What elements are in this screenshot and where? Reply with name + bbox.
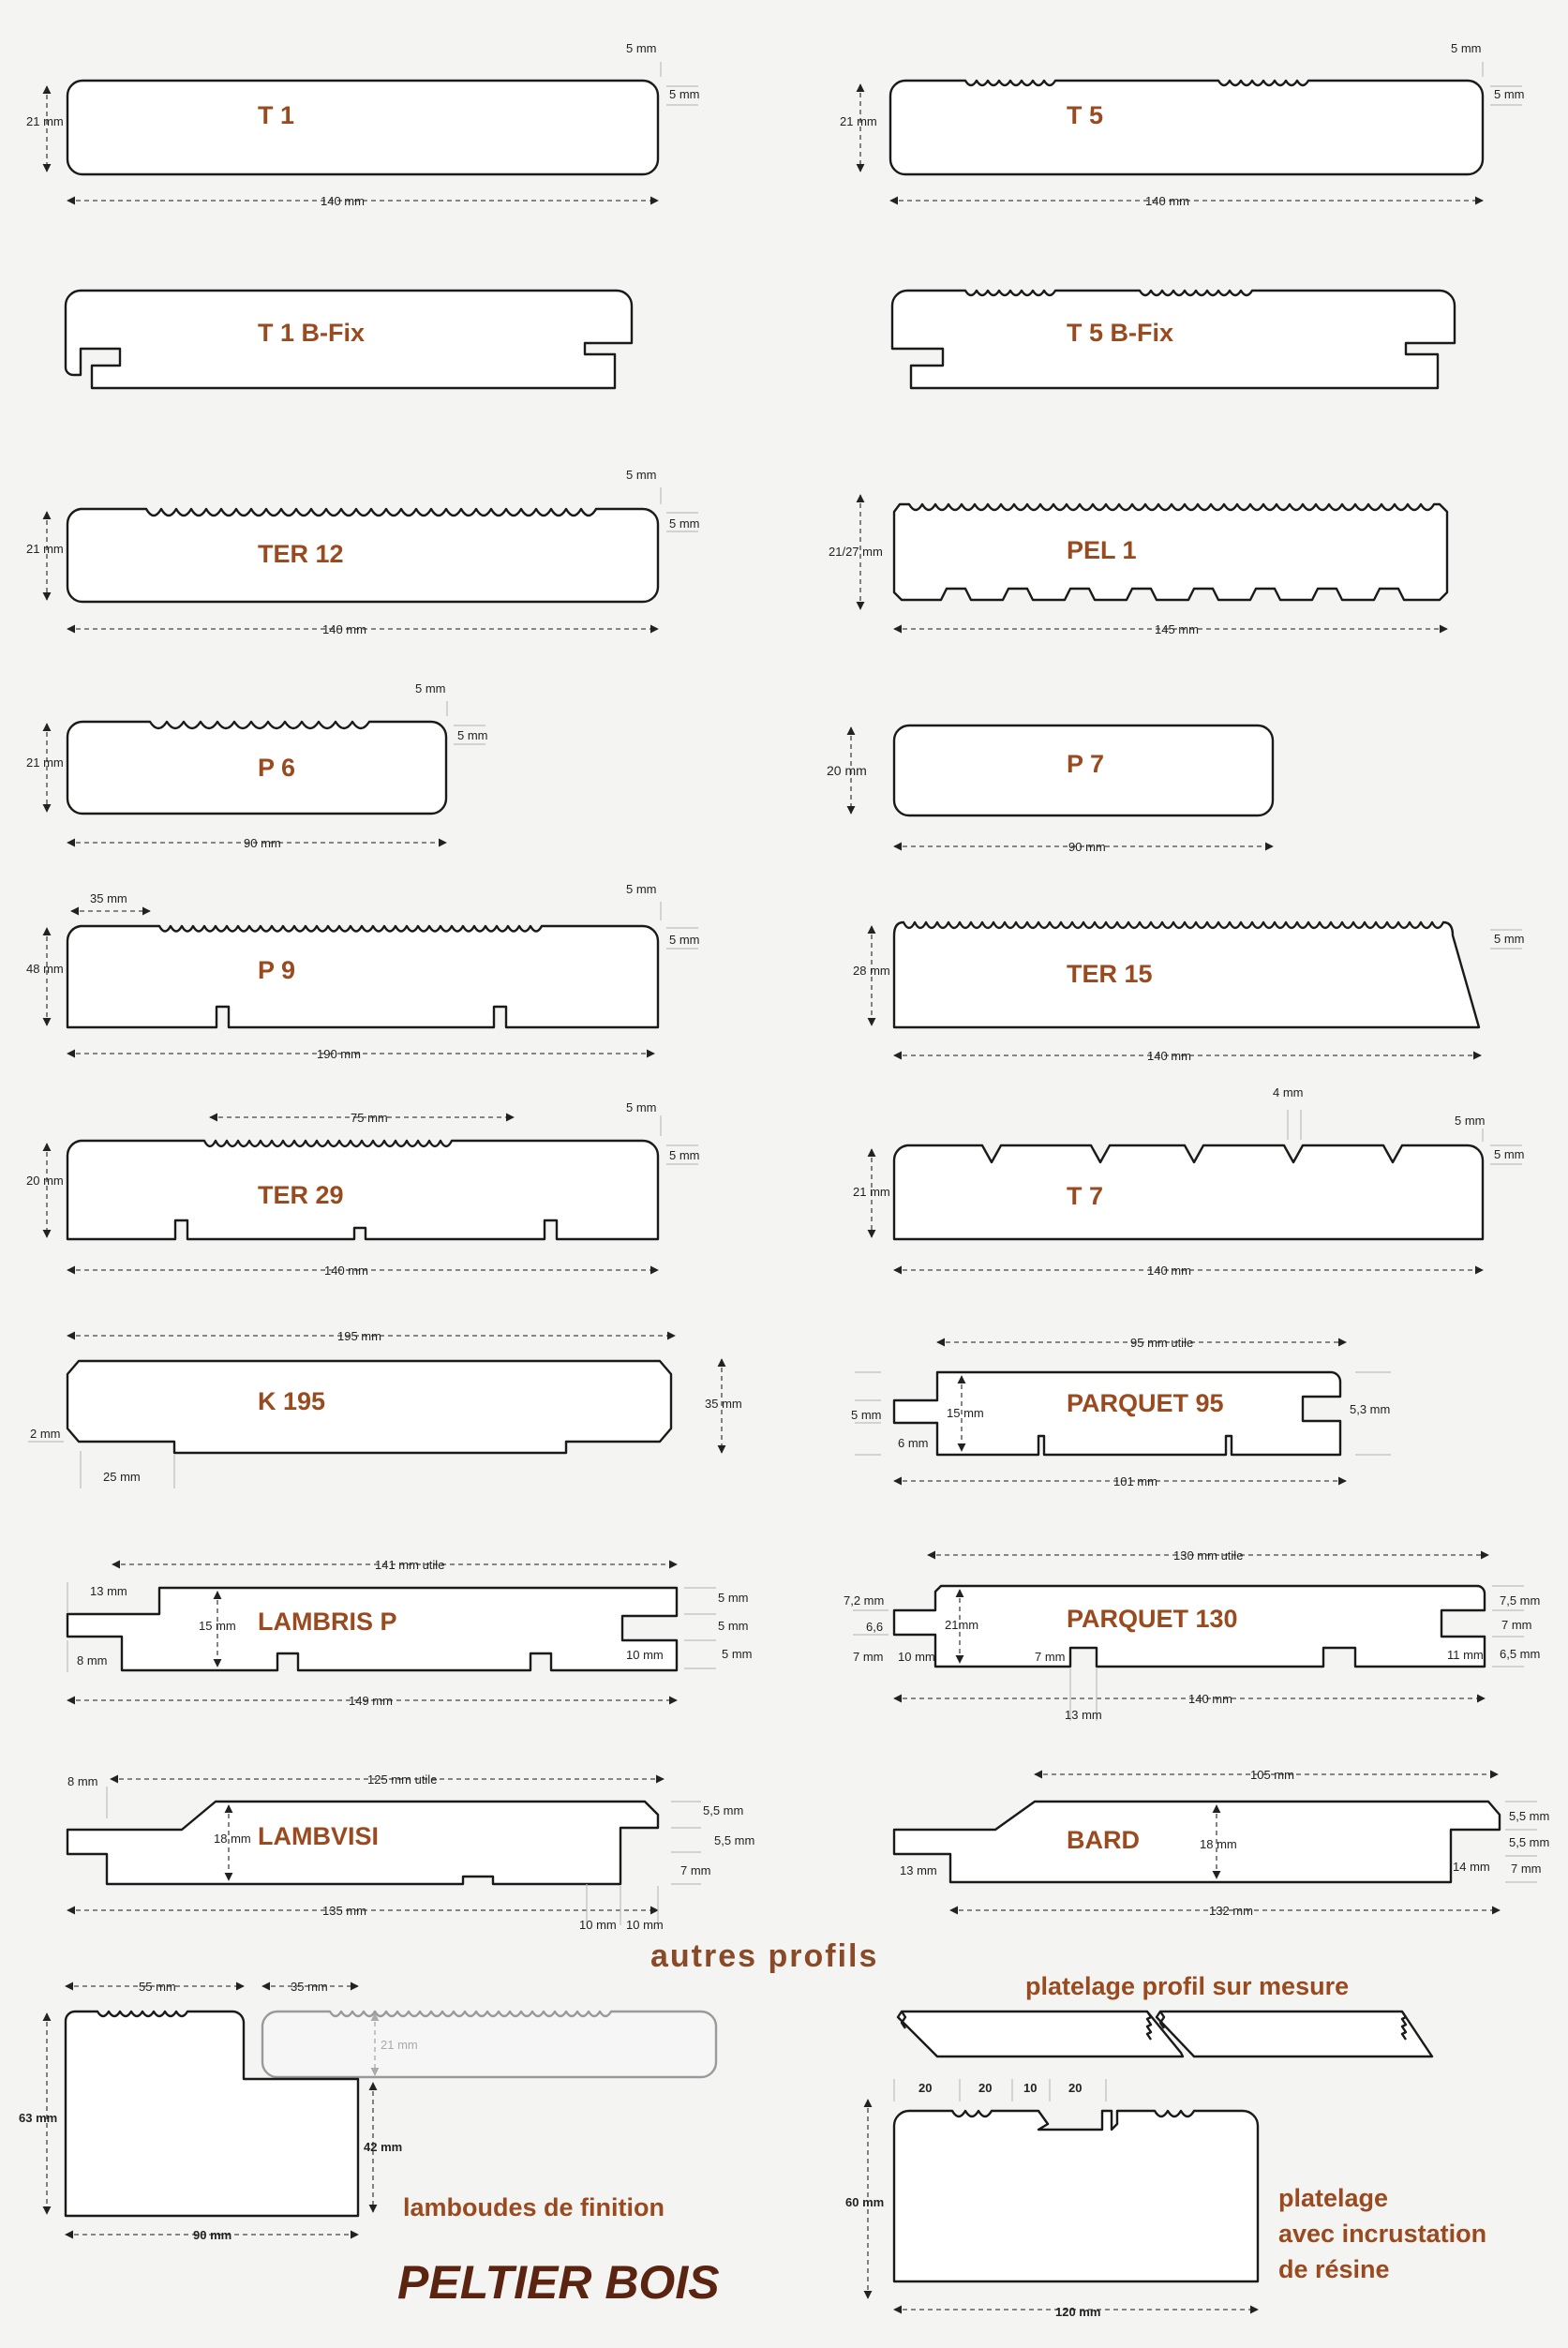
bard-r3: 7 mm [1511, 1862, 1542, 1876]
t1-outline [67, 81, 658, 174]
parquet95-groove: 5,3 mm [1350, 1402, 1391, 1416]
ter15-name: TER 15 [1067, 960, 1153, 988]
resine-d4: 20 [1068, 2081, 1083, 2095]
profile-t5 [840, 41, 1525, 208]
parquet95-tongue-pos: 6 mm [898, 1436, 929, 1450]
k195-height: 35 mm [705, 1397, 742, 1411]
lambourdes-w1: 55 mm [139, 1980, 176, 1994]
lambris-p-total: 149 mm [349, 1694, 393, 1708]
ter15-height: 28 mm [853, 964, 890, 978]
k195-recess: 25 mm [103, 1470, 141, 1484]
profile-lambris-p [67, 1558, 753, 1708]
pel1-name: PEL 1 [1067, 536, 1137, 564]
sur-mesure-board-1 [898, 2012, 1183, 2056]
ter29-groove-span: 75 mm [351, 1111, 388, 1125]
profile-t1-bfix [66, 291, 632, 388]
t5-name: T 5 [1067, 101, 1104, 129]
lambris-p-r2: 5 mm [718, 1619, 749, 1633]
p7-name: P 7 [1067, 750, 1105, 778]
profile-ter15 [853, 922, 1525, 1063]
k195-chamfer: 2 mm [30, 1427, 61, 1441]
lambourdes-height: 63 mm [19, 2111, 58, 2125]
profile-ter12 [26, 468, 700, 636]
profile-t5-bfix [892, 291, 1455, 388]
p6-width: 90 mm [244, 836, 281, 850]
ter29-width: 140 mm [324, 1264, 368, 1278]
parquet130-l2: 6,6 [866, 1620, 884, 1634]
lambvisi-r3: 7 mm [680, 1863, 711, 1877]
pel1-height: 21/27 mm [829, 545, 883, 559]
t7-width: 140 mm [1147, 1264, 1191, 1278]
t5-groove-w: 5 mm [1451, 41, 1482, 55]
profile-bard [894, 1768, 1549, 1918]
k195-outline [67, 1361, 671, 1453]
t7-height: 21 mm [853, 1185, 890, 1199]
p7-height: 20 mm [827, 763, 867, 778]
profile-pel1 [829, 495, 1447, 636]
ter29-groove-w: 5 mm [626, 1100, 657, 1114]
lambourdes-label: lamboudes de finition [403, 2193, 665, 2221]
parquet130-tongue: 10 mm [898, 1650, 935, 1664]
parquet130-foot-w: 13 mm [1065, 1708, 1102, 1722]
t5-height: 21 mm [840, 114, 877, 128]
t5-groove-d: 5 mm [1494, 87, 1525, 101]
t7-name: T 7 [1067, 1182, 1104, 1210]
lambourdes-w2: 35 mm [291, 1980, 328, 1994]
parquet95-useful: 95 mm utile [1130, 1336, 1194, 1350]
parquet130-name: PARQUET 130 [1067, 1605, 1238, 1633]
resine-label-1: platelage [1278, 2184, 1389, 2212]
parquet130-l1: 7,2 mm [844, 1593, 885, 1608]
parquet130-useful: 130 mm utile [1173, 1548, 1244, 1563]
bard-r2: 5,5 mm [1509, 1835, 1550, 1849]
platelage-resine [845, 2079, 1486, 2319]
t1-width: 140 mm [321, 194, 365, 208]
profile-lambvisi [67, 1772, 754, 1932]
profile-ter29 [26, 1100, 700, 1278]
p6-name: P 6 [258, 754, 296, 782]
bard-height: 18 mm [1200, 1837, 1237, 1851]
resine-d1: 20 [918, 2081, 933, 2095]
ter15-width: 140 mm [1147, 1049, 1191, 1063]
t1-name: T 1 [258, 101, 295, 129]
parquet130-total: 140 mm [1188, 1692, 1232, 1706]
lambourdes-width: 90 mm [193, 2228, 232, 2242]
parquet130-groove: 11 mm [1447, 1648, 1484, 1662]
profile-parquet130 [844, 1548, 1540, 1722]
t7-groove-w: 5 mm [1455, 1114, 1486, 1128]
k195-width: 195 mm [337, 1329, 381, 1343]
ter12-name: TER 12 [258, 540, 344, 568]
ter12-groove-d: 5 mm [669, 516, 700, 531]
p9-width: 190 mm [317, 1047, 361, 1061]
lambris-p-top-step: 13 mm [90, 1584, 127, 1598]
ter12-width: 140 mm [322, 622, 366, 636]
lambourdes-deck-h: 21 mm [381, 2038, 418, 2052]
parquet130-foot: 7 mm [1035, 1650, 1066, 1664]
k195-name: K 195 [258, 1387, 326, 1415]
p9-groove-d: 5 mm [669, 933, 700, 947]
t7-v-width: 4 mm [1273, 1085, 1304, 1099]
bard-left: 13 mm [900, 1863, 937, 1877]
lambris-p-r3: 5 mm [722, 1647, 753, 1661]
p6-outline [67, 722, 446, 814]
profile-p6 [26, 681, 488, 850]
pel1-width: 145 mm [1155, 622, 1199, 636]
sur-mesure-board-2 [1157, 2012, 1432, 2056]
lambvisi-total: 135 mm [322, 1904, 366, 1918]
parquet95-name: PARQUET 95 [1067, 1389, 1224, 1417]
brand-logo: PELTIER BOIS [397, 2256, 720, 2309]
lambris-p-height: 15 mm [199, 1619, 236, 1633]
p9-name: P 9 [258, 956, 296, 984]
t7-outline [894, 1145, 1483, 1239]
p9-outline [67, 926, 658, 1027]
ter29-outline [67, 1141, 658, 1239]
lambris-p-bottom-step: 8 mm [77, 1653, 108, 1668]
t5-outline [890, 81, 1483, 174]
resine-height: 60 mm [845, 2195, 885, 2209]
lambvisi-height: 18 mm [214, 1832, 251, 1846]
t1-height: 21 mm [26, 114, 64, 128]
t7-groove-d: 5 mm [1494, 1147, 1525, 1161]
p6-groove-w: 5 mm [415, 681, 446, 695]
profile-parquet95 [851, 1336, 1391, 1488]
parquet95-height: 15 mm [947, 1406, 984, 1420]
p9-height: 48 mm [26, 962, 64, 976]
sur-mesure-label: platelage profil sur mesure [1025, 1972, 1350, 2000]
lambourdes-ghost-deck [262, 2012, 716, 2077]
platelage-sur-mesure [898, 1972, 1432, 2056]
parquet130-r1: 7,5 mm [1500, 1593, 1541, 1608]
p9-offset: 35 mm [90, 891, 127, 905]
profile-p7 [827, 725, 1273, 854]
t1-groove-w: 5 mm [626, 41, 657, 55]
resine-d3: 10 [1023, 2081, 1038, 2095]
bard-outline [894, 1802, 1500, 1882]
profile-t1 [26, 41, 700, 208]
lambris-p-r1: 5 mm [718, 1591, 749, 1605]
p6-groove-d: 5 mm [457, 728, 488, 742]
lambvisi-g1: 10 mm [579, 1918, 617, 1932]
parquet95-total: 101 mm [1113, 1474, 1157, 1488]
ter29-height: 20 mm [26, 1174, 64, 1188]
ter15-groove-d: 5 mm [1494, 932, 1525, 946]
resine-label-3: de résine [1278, 2255, 1390, 2283]
lambourdes-de-finition [19, 1980, 716, 2242]
lambris-p-useful: 141 mm utile [375, 1558, 445, 1572]
bard-total: 132 mm [1209, 1904, 1253, 1918]
profile-t7 [853, 1085, 1525, 1278]
lambvisi-tongue: 8 mm [67, 1774, 98, 1788]
resine-width: 120 mm [1055, 2305, 1101, 2319]
resine-d2: 20 [978, 2081, 993, 2095]
parquet130-l3: 7 mm [853, 1650, 884, 1664]
profile-p9 [26, 882, 700, 1061]
ter12-height: 21 mm [26, 542, 64, 556]
bard-r1: 5,5 mm [1509, 1809, 1550, 1823]
lambris-p-groove: 10 mm [626, 1648, 664, 1662]
t5-bfix-name: T 5 B-Fix [1067, 319, 1174, 347]
bard-useful: 105 mm [1250, 1768, 1294, 1782]
p7-width: 90 mm [1068, 840, 1106, 854]
p6-height: 21 mm [26, 755, 64, 770]
pel1-outline [894, 504, 1447, 600]
bard-name: BARD [1067, 1826, 1140, 1854]
parquet130-r3: 6,5 mm [1500, 1647, 1541, 1661]
lambvisi-r2: 5,5 mm [714, 1833, 755, 1847]
lambvisi-useful: 125 mm utile [367, 1772, 438, 1787]
lambvisi-r1: 5,5 mm [703, 1803, 744, 1817]
t1-groove-d: 5 mm [669, 87, 700, 101]
ter15-outline [894, 922, 1479, 1027]
ter29-groove-d: 5 mm [669, 1148, 700, 1162]
lambvisi-name: LAMBVISI [258, 1822, 380, 1850]
parquet95-tongue: 5 mm [851, 1408, 882, 1422]
lambourdes-step-h: 42 mm [364, 2140, 403, 2154]
parquet130-r2: 7 mm [1501, 1618, 1532, 1632]
ter12-outline [67, 509, 658, 602]
lambvisi-g2: 10 mm [626, 1918, 664, 1932]
ter29-name: TER 29 [258, 1181, 344, 1209]
resine-label-2: avec incrustation [1278, 2220, 1487, 2248]
parquet130-height: 21mm [945, 1618, 979, 1632]
lambris-p-name: LAMBRIS P [258, 1608, 397, 1636]
p9-groove-w: 5 mm [626, 882, 657, 896]
ter12-groove-w: 5 mm [626, 468, 657, 482]
t5-width: 140 mm [1145, 194, 1189, 208]
profile-k195 [28, 1329, 742, 1488]
t1-bfix-name: T 1 B-Fix [258, 319, 366, 347]
resine-outline [894, 2111, 1258, 2281]
autres-profils-title: autres profils [650, 1938, 879, 1974]
bard-groove: 14 mm [1453, 1860, 1490, 1874]
